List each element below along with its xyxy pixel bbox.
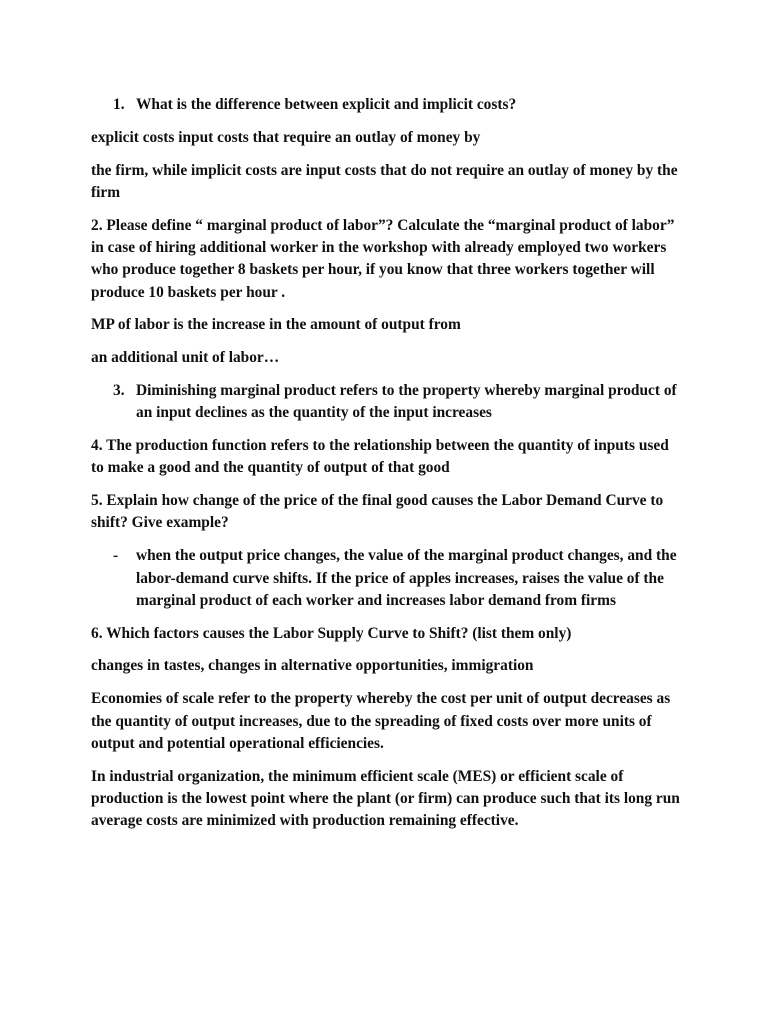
item-3 xyxy=(91,380,681,425)
question-1 xyxy=(91,94,681,116)
item-4: 4. The production function refers to the relationship between the quantity of inputs used to make a good and the quantity of output of that good xyxy=(91,437,669,477)
answer-2-line-2: an additional unit of labor… xyxy=(91,349,280,367)
document-body xyxy=(91,94,681,843)
answer-2-line-1: MP of labor is the increase in the amount of output from xyxy=(91,316,461,334)
economies-of-scale-paragraph: Economies of scale refer to the property whereby the cost per unit of output decreases as the quantity of output increases, due to the spreading of fixed costs over more units of output and potential operational efficiencies. xyxy=(91,690,671,752)
answer-1-line-1: explicit costs input costs that require an outlay of money by xyxy=(91,128,481,146)
list-number: 1. xyxy=(113,96,125,113)
answer-5 xyxy=(91,545,681,612)
answer-5-text: when the output price changes, the value of the marginal product changes, and the labor-demand curve shifts. If the price of apples increases, raises the value of the marginal product of each worker and increases labor demand from firms xyxy=(136,547,677,609)
answer-6: changes in tastes, changes in alternative opportunities, immigration xyxy=(91,657,534,675)
item-3-text: Diminishing marginal product refers to the property whereby marginal product of an input declines as the quantity of the input increases xyxy=(136,381,677,422)
question-6: 6. Which factors causes the Labor Supply Curve to Shift? (list them only) xyxy=(91,624,572,642)
dash-bullet: - xyxy=(113,547,119,565)
question-2: 2. Please define “ marginal product of labor”? Calculate the “marginal product of labor” in case of hiring additional worker in the workshop with already employed two workers who produce together 8 baskets per hour, if you know that three workers together will produce 10 baskets per hour . xyxy=(91,216,675,301)
question-1-text: What is the difference between explicit and implicit costs? xyxy=(136,96,517,113)
answer-1-line-2: the firm, while implicit costs are input costs that do not require an outlay of money by the firm xyxy=(91,161,678,201)
minimum-efficient-scale-paragraph: In industrial organization, the minimum efficient scale (MES) or efficient scale of production is the lowest point where the plant (or firm) can produce such that its long run average costs are minimized with production remaining effective. xyxy=(91,767,680,830)
question-5: 5. Explain how change of the price of the final good causes the Labor Demand Curve to shift? Give example? xyxy=(91,492,664,532)
list-number: 3. xyxy=(113,381,125,399)
